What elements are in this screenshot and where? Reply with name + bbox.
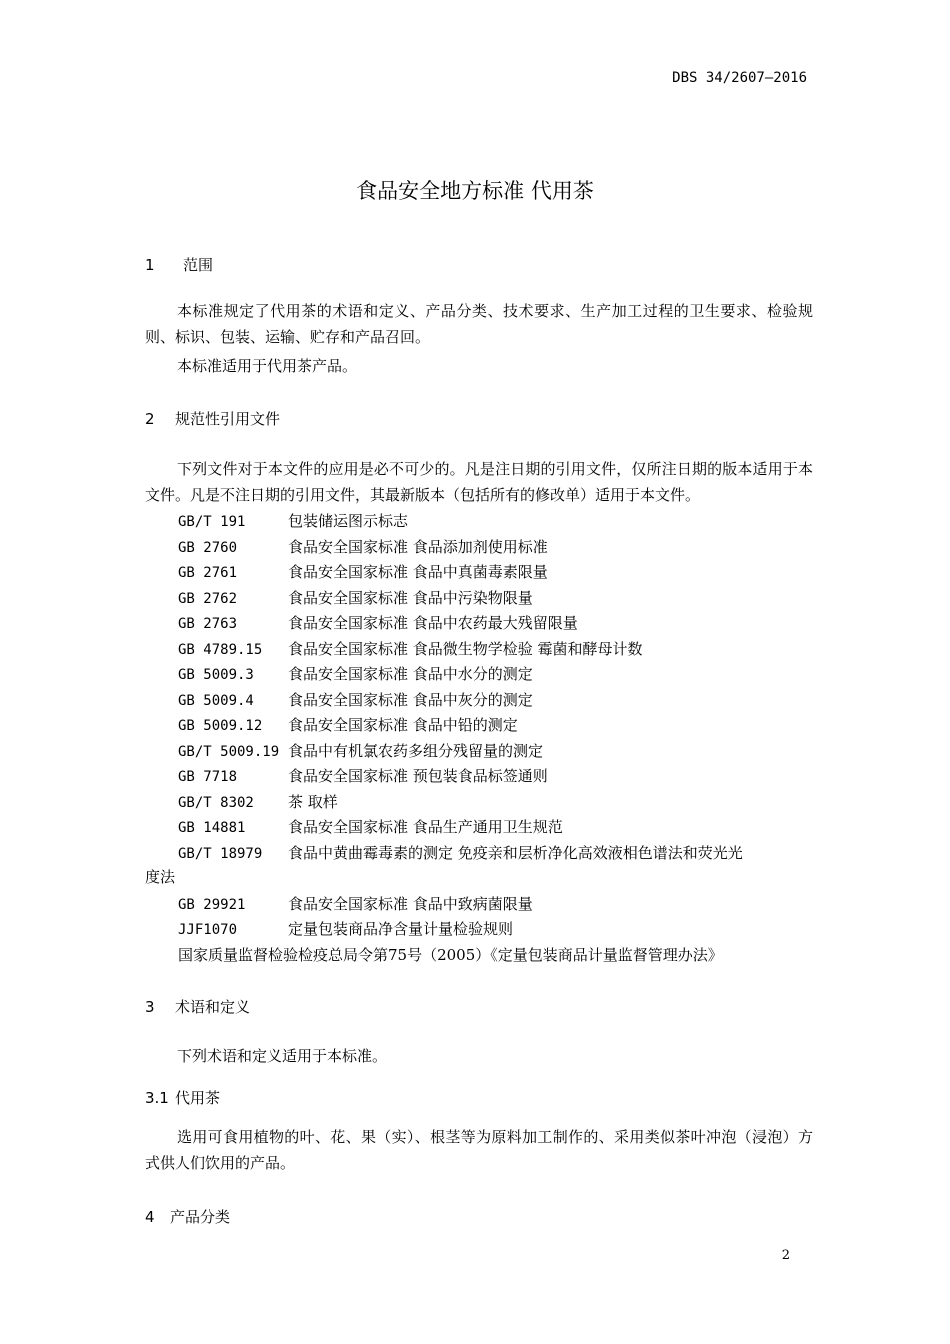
reference-item (178, 738, 543, 765)
section-number: 4 (145, 1208, 155, 1226)
reference-title: 食品安全国家标准 预包装食品标签通则 (288, 767, 548, 785)
reference-title: 食品安全国家标准 食品中灰分的测定 (288, 691, 533, 709)
reference-title: 食品中有机氯农药多组分残留量的测定 (288, 742, 544, 760)
reference-code: GB 2763 (178, 616, 238, 632)
standard-number: DBS 34/2607—2016 (672, 70, 807, 86)
scope-paragraph-1: 本标准规定了代用茶的术语和定义、产品分类、技术要求、生产加工过程的卫生要求、检验规则、标识、包装、运输、贮存和产品召回。 (145, 302, 813, 346)
reference-code: GB/T 8302 (178, 795, 254, 811)
section-number: 3 (145, 998, 155, 1016)
reference-code: GB 2761 (178, 565, 238, 581)
section-number: 1 (145, 256, 155, 274)
reference-code: GB/T 5009.19 (178, 744, 280, 760)
reference-code: GB 5009.12 (178, 718, 263, 734)
references-intro-paragraph: 下列文件对于本文件的应用是必不可少的。凡是注日期的引用文件，仅所注日期的版本适用于本文件。凡是不注日期的引用文件，其最新版本（包括所有的修改单）适用于本文件。 (145, 460, 813, 504)
reference-item (178, 636, 643, 663)
section-title: 产品分类 (170, 1208, 231, 1226)
reference-item-decree: 国家质量监督检验检疫总局令第75号（2005）《定量包装商品计量监督管理办法》 (178, 946, 723, 964)
section-heading-2 (145, 408, 280, 429)
reference-code: GB 29921 (178, 897, 246, 913)
scope-paragraph-2: 本标准适用于代用茶产品。 (177, 357, 358, 375)
reference-code: GB/T 191 (178, 514, 246, 530)
reference-item (178, 891, 533, 918)
reference-item (178, 610, 578, 637)
reference-item (178, 585, 533, 612)
reference-title: 包装储运图示标志 (288, 512, 409, 530)
reference-item (178, 687, 533, 714)
section-number: 2 (145, 410, 155, 428)
reference-item (178, 661, 533, 688)
reference-code: GB 2760 (178, 540, 238, 556)
reference-code: GB 5009.3 (178, 667, 254, 683)
reference-item (178, 763, 548, 790)
section-heading-1 (145, 254, 213, 275)
reference-title: 食品安全国家标准 食品中真菌毒素限量 (288, 563, 548, 581)
reference-title: 食品安全国家标准 食品中致病菌限量 (288, 895, 533, 913)
reference-item (178, 559, 548, 586)
reference-code: GB/T 18979 (178, 846, 263, 862)
reference-item (178, 534, 548, 561)
reference-title: 定量包装商品净含量计量检验规则 (288, 920, 514, 938)
reference-item (178, 916, 513, 943)
reference-item (178, 789, 338, 816)
subsection-heading-3-1 (145, 1087, 220, 1108)
term-definition-paragraph: 选用可食用植物的叶、花、果（实）、根茎等为原料加工制作的、采用类似茶叶冲泡（浸泡）方式供人们饮用的产品。 (145, 1128, 813, 1172)
reference-code: GB 2762 (178, 591, 238, 607)
section-title: 代用茶 (175, 1089, 221, 1107)
reference-item (178, 814, 563, 841)
section-title: 规范性引用文件 (175, 410, 281, 428)
section-number: 3.1 (145, 1089, 169, 1107)
reference-title: 食品安全国家标准 食品中水分的测定 (288, 665, 533, 683)
reference-title: 食品中黄曲霉毒素的测定 免疫亲和层析净化高效液相色谱法和荧光光 (288, 844, 743, 862)
reference-title: 食品安全国家标准 食品添加剂使用标准 (288, 538, 548, 556)
reference-code: GB 7718 (178, 769, 238, 785)
reference-code: GB 14881 (178, 820, 246, 836)
page-number: 2 (781, 1248, 790, 1263)
reference-item (178, 712, 518, 739)
section-heading-3 (145, 996, 250, 1017)
reference-title: 食品安全国家标准 食品微生物学检验 霉菌和酵母计数 (288, 640, 643, 658)
reference-code: GB 4789.15 (178, 642, 263, 658)
reference-title-continuation: 度法 (145, 868, 176, 886)
section-title: 范围 (183, 256, 214, 274)
reference-title: 食品安全国家标准 食品中污染物限量 (288, 589, 533, 607)
document-title: 食品安全地方标准 代用茶 (356, 179, 594, 203)
reference-title: 食品安全国家标准 食品生产通用卫生规范 (288, 818, 563, 836)
reference-item (145, 840, 743, 886)
reference-title: 茶 取样 (288, 793, 338, 811)
section-title: 术语和定义 (175, 998, 251, 1016)
reference-title: 食品安全国家标准 食品中铅的测定 (288, 716, 518, 734)
reference-item (178, 508, 408, 535)
terms-intro-paragraph: 下列术语和定义适用于本标准。 (177, 1047, 388, 1065)
section-heading-4 (145, 1206, 230, 1227)
reference-code: JJF1070 (178, 922, 238, 938)
reference-title: 食品安全国家标准 食品中农药最大残留限量 (288, 614, 578, 632)
reference-code: GB 5009.4 (178, 693, 254, 709)
